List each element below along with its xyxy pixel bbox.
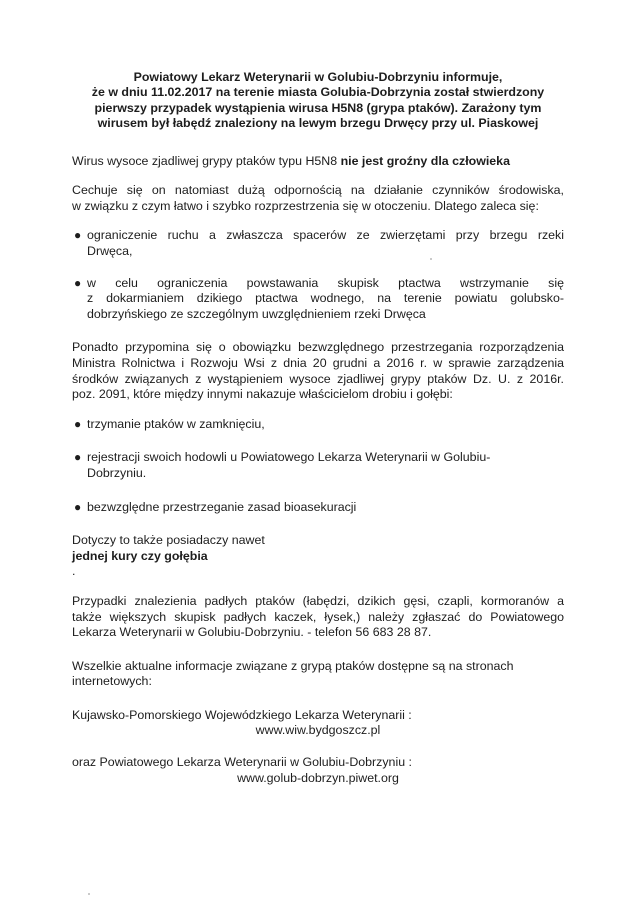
recommendation-line: Drwęca, — [87, 244, 133, 258]
notice-document — [72, 70, 564, 802]
lead-text: Wirus wysoce zjadliwej grypy ptaków typu H5N8 — [72, 153, 341, 168]
recommendations-list — [72, 228, 564, 322]
recommendation-line: w celu ograniczenia powstawania skupisk ptactwa wstrzymanie się — [87, 275, 564, 290]
owners-bold-text: jednej kury czy gołębia — [72, 548, 208, 563]
notice-header — [72, 70, 564, 132]
info-line: Wszelkie aktualne informacje związane z grypą ptaków dostępne są na stronach — [72, 658, 514, 673]
bullet-icon: ● — [74, 450, 82, 465]
reporting-line: Przypadki znalezienia padłych ptaków (łabędzi, dzikich gęsi, czapli, kormoranów a — [72, 593, 564, 608]
obligation-line: bezwzględne przestrzeganie zasad bioasekuracji — [87, 499, 357, 514]
obligations-list — [72, 417, 564, 515]
list-item — [72, 276, 564, 323]
bullet-icon: ● — [74, 275, 82, 290]
list-item — [72, 500, 564, 516]
recommendation-line: dobrzyńskiego ze szczególnym uwzględnieniem rzeki Drwęca — [87, 306, 426, 321]
source-url[interactable]: www.wiw.bydgoszcz.pl — [255, 723, 381, 738]
owners-end: . — [72, 564, 76, 579]
list-item — [72, 450, 564, 481]
bullet-icon: ● — [74, 416, 82, 431]
intro-line: Cechuje się on natomiast dużą odpornością na działanie czynników środowiska, — [72, 183, 564, 198]
source-org: Kujawsko-Pomorskiego Wojewódzkiego Lekarza Weterynarii : — [72, 707, 412, 722]
intro-paragraph — [72, 183, 564, 214]
header-line: że w dniu 11.02.2017 na terenie miasta Golubia-Dobrzynia został stwierdzony — [91, 85, 545, 100]
header-line: pierwszy przypadek wystąpienia wirusa H5N8 (grypa ptaków). Zarażony tym — [94, 100, 542, 115]
obligation-line: rejestracji swoich hodowli u Powiatowego Lekarza Weterynarii w Golubiu- — [87, 450, 491, 465]
source-block — [72, 708, 564, 739]
source-org: oraz Powiatowego Lekarza Weterynarii w Golubiu-Dobrzyniu : — [72, 755, 412, 770]
bullet-icon: ● — [74, 228, 82, 243]
regulation-line: poz. 2091, które między innymi nakazuje właścicielom drobiu i gołębi: — [72, 387, 453, 402]
header-line: wirusem był łabędź znaleziony na lewym brzegu Drwęcy przy ul. Piaskowej — [97, 116, 539, 131]
info-line: internetowych: — [72, 674, 152, 689]
recommendation-line: z dokarmianiem dzikiego ptactwa wodnego, na terenie powiatu golubsko- — [87, 291, 564, 306]
info-paragraph — [72, 659, 564, 690]
reporting-line: Lekarza Weterynarii w Golubiu-Dobrzyniu. - telefon 56 683 28 87. — [72, 625, 432, 640]
scan-speck — [88, 893, 90, 895]
recommendation-line: ograniczenie ruchu a zwłaszcza spacerów ze zwierzętami przy brzegu rzeki — [87, 228, 564, 243]
source-block — [72, 755, 564, 786]
regulation-line: środków związanych z wystąpieniem wysoce zjadliwej grypy ptaków Dz. U. z 2016r. — [72, 371, 564, 386]
header-line: Powiatowy Lekarz Weterynarii w Golubiu-Dobrzyniu informuje, — [133, 70, 503, 84]
lead-bold-text: nie jest groźny dla człowieka — [340, 153, 510, 168]
source-url[interactable]: www.golub-dobrzyn.piwet.org — [237, 770, 399, 785]
reporting-paragraph — [72, 594, 564, 641]
intro-line: w związku z czym łatwo i szybko rozprzestrzenia się w otoczeniu. Dlatego zaleca się: — [72, 198, 539, 213]
obligation-line: trzymanie ptaków w zamknięciu, — [87, 416, 265, 431]
regulation-paragraph — [72, 340, 564, 402]
reporting-line: także większych skupisk padłych kaczek, łysek,) należy zgłaszać do Powiatowego — [72, 609, 564, 624]
regulation-line: Ponadto przypomina się o obowiązku bezwzględnego przestrzegania rozporządzenia — [72, 340, 564, 355]
regulation-line: Ministra Rolnictwa i Rozwoju Wsi z dnia 20 grudni a 2016 r. w sprawie zarządzenia — [72, 355, 564, 370]
list-item — [72, 417, 564, 433]
owners-text: Dotyczy to także posiadaczy nawet — [72, 533, 265, 548]
scan-speck — [430, 258, 432, 260]
list-item — [72, 228, 564, 259]
obligation-line: Dobrzyniu. — [87, 465, 147, 480]
owners-paragraph — [72, 533, 564, 580]
lead-paragraph — [72, 154, 564, 170]
bullet-icon: ● — [74, 499, 82, 514]
